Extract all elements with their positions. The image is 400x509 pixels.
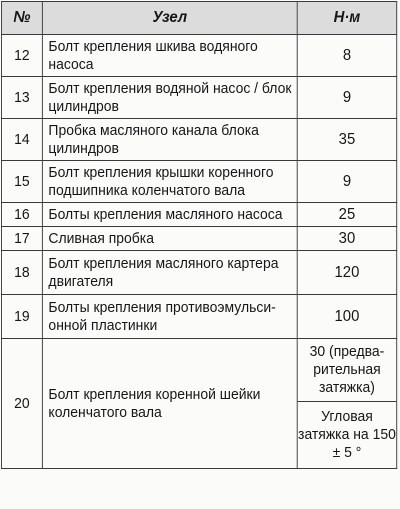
row-torque: 25 — [297, 203, 397, 227]
row-unit: Болты крепления противоэмульси-онной пластинки — [42, 295, 297, 339]
row-number: 16 — [1, 203, 42, 227]
row-number: 15 — [1, 161, 42, 203]
row-number: 14 — [1, 119, 42, 161]
table-row — [1, 295, 396, 339]
table-row — [1, 339, 396, 469]
table-row — [1, 251, 396, 295]
row-torque-split — [297, 339, 397, 469]
row-unit: Болт крепления коренной шейки коленчатого вала — [42, 339, 297, 469]
table-row — [1, 119, 396, 161]
row-torque: 9 — [297, 77, 397, 119]
row-torque: 100 — [297, 295, 397, 339]
row-unit: Пробка масляного канала блока цилиндров — [42, 119, 297, 161]
row-number: 12 — [1, 35, 42, 77]
row-unit: Болт крепления шкива водяного насоса — [42, 35, 297, 77]
row-unit: Болт крепления водяной насос / блок цилиндров — [42, 77, 297, 119]
row-torque: 35 — [297, 119, 397, 161]
header-torque: Н·м — [297, 2, 397, 35]
row-torque: 30 — [297, 227, 397, 251]
torque-angular: Угловая затяжка на 150 ± 5 ° — [298, 408, 396, 461]
table-header-row — [1, 2, 396, 35]
row-unit: Болт крепления масляного картера двигателя — [42, 251, 297, 295]
row-number: 17 — [1, 227, 42, 251]
torque-preliminary: 30 (предва-рительная затяжка) — [298, 339, 397, 402]
table-row — [1, 227, 396, 251]
row-torque: 9 — [297, 161, 397, 203]
row-unit: Болт крепления крышки коренного подшипника коленчатого вала — [42, 161, 297, 203]
header-number: № — [1, 2, 42, 35]
table-row — [1, 203, 396, 227]
row-torque: 8 — [297, 35, 397, 77]
header-unit: Узел — [42, 2, 297, 35]
row-number: 18 — [1, 251, 42, 295]
table-row — [1, 161, 396, 203]
row-number: 19 — [1, 295, 42, 339]
row-unit: Болты крепления масляного насоса — [42, 203, 297, 227]
row-number: 20 — [1, 339, 42, 469]
row-torque: 120 — [297, 251, 397, 295]
torque-table — [1, 1, 397, 469]
table-row — [1, 77, 396, 119]
row-unit: Сливная пробка — [42, 227, 297, 251]
table-row — [1, 35, 396, 77]
row-number: 13 — [1, 77, 42, 119]
